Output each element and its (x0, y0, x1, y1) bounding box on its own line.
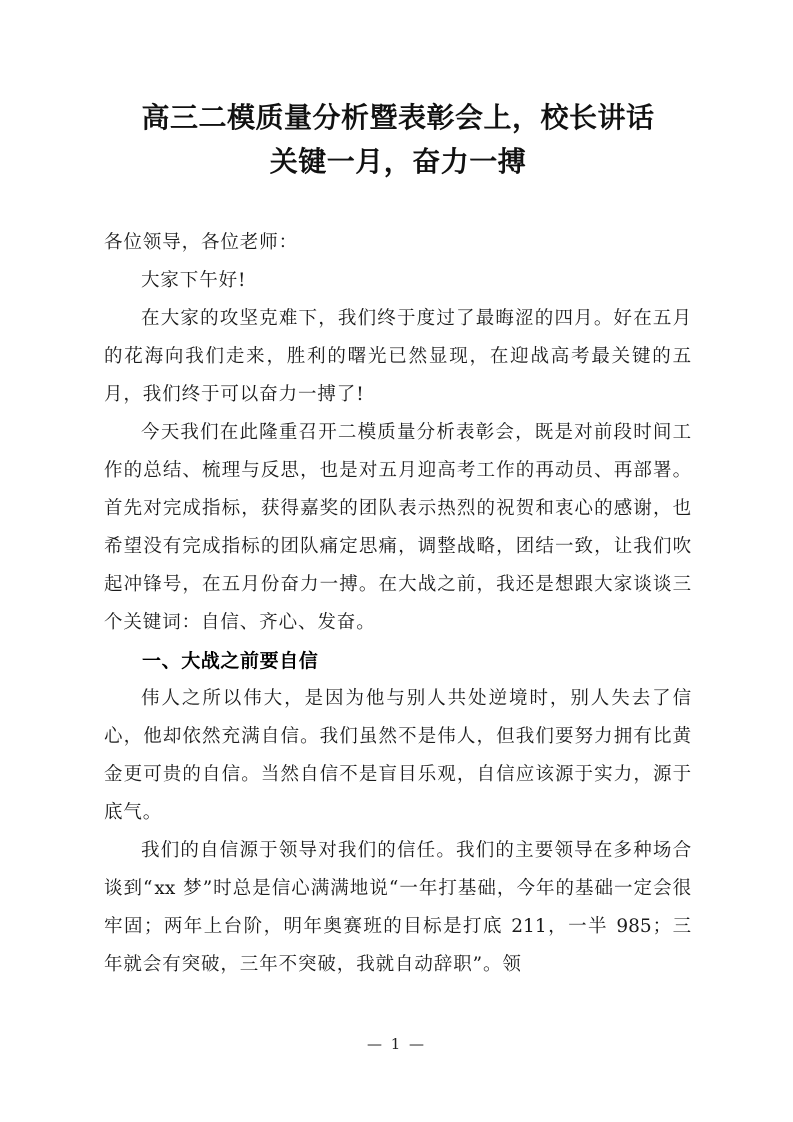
paragraph-1: 在大家的攻坚克难下，我们终于度过了最晦涩的四月。好在五月的花海向我们走来，胜利的曙光已然显现，在迎战高考最关键的五月，我们终于可以奋力一搏了! (104, 308, 692, 405)
document-content (104, 96, 692, 984)
section-1-paragraph-2-latin-xx: xx (154, 878, 176, 899)
section-1-paragraph-2-text-a: 我们的自信源于领导对我们的信任。我们的主要领导在多种场合谈到“ (104, 840, 692, 899)
section-1-paragraph-2-latin-985: 985 (616, 916, 652, 937)
section-1-paragraph-2-text-d: ；三年就会有突破，三年不突破，我就自动辞职”。领 (104, 916, 692, 975)
page-title-line-2: 关键一月，奋力一搏 (269, 145, 527, 178)
page-number: — 1 — (366, 1035, 427, 1053)
page-title (104, 96, 692, 184)
section-1-paragraph-2-text-b: 梦”时总是信心满满地说“一年打基础，今年的基础一定会很牢固；两年上台阶，明年奥赛班的目标是打底 (104, 878, 692, 937)
salutation-line: 各位领导，各位老师： (104, 232, 299, 253)
section-1-paragraph-2-text-c: ，一半 (547, 916, 616, 937)
greeting-line: 大家下午好! (141, 270, 247, 291)
section-1-paragraph-2 (104, 832, 692, 984)
page-title-line-1: 高三二模质量分析暨表彰会上，校长讲话 (141, 101, 655, 134)
paragraph-2: 今天我们在此隆重召开二模质量分析表彰会，既是对前段时间工作的总结、梳理与反思，也是对五月迎高考工作的再动员、再部署。首先对完成指标，获得嘉奖的团队表示热烈的祝贺和衷心的感谢，也希望没有完成指标的团队痛定思痛，调整战略，团结一致，让我们吹起冲锋号，在五月份奋力一搏。在大战之前，我还是想跟大家谈谈三个关键词：自信、齐心、发奋。 (104, 422, 692, 633)
page-footer (0, 1035, 793, 1053)
document-body (104, 224, 692, 984)
section-heading-1: 一、大战之前要自信 (142, 650, 319, 672)
section-1-paragraph-2-latin-211: 211 (511, 916, 547, 937)
section-1-paragraph-1: 伟人之所以伟大，是因为他与别人共处逆境时，别人失去了信心，他却依然充满自信。我们虽然不是伟人，但我们要努力拥有比黄金更可贵的自信。当然自信不是盲目乐观，自信应该源于实力，源于底气。 (104, 688, 692, 823)
